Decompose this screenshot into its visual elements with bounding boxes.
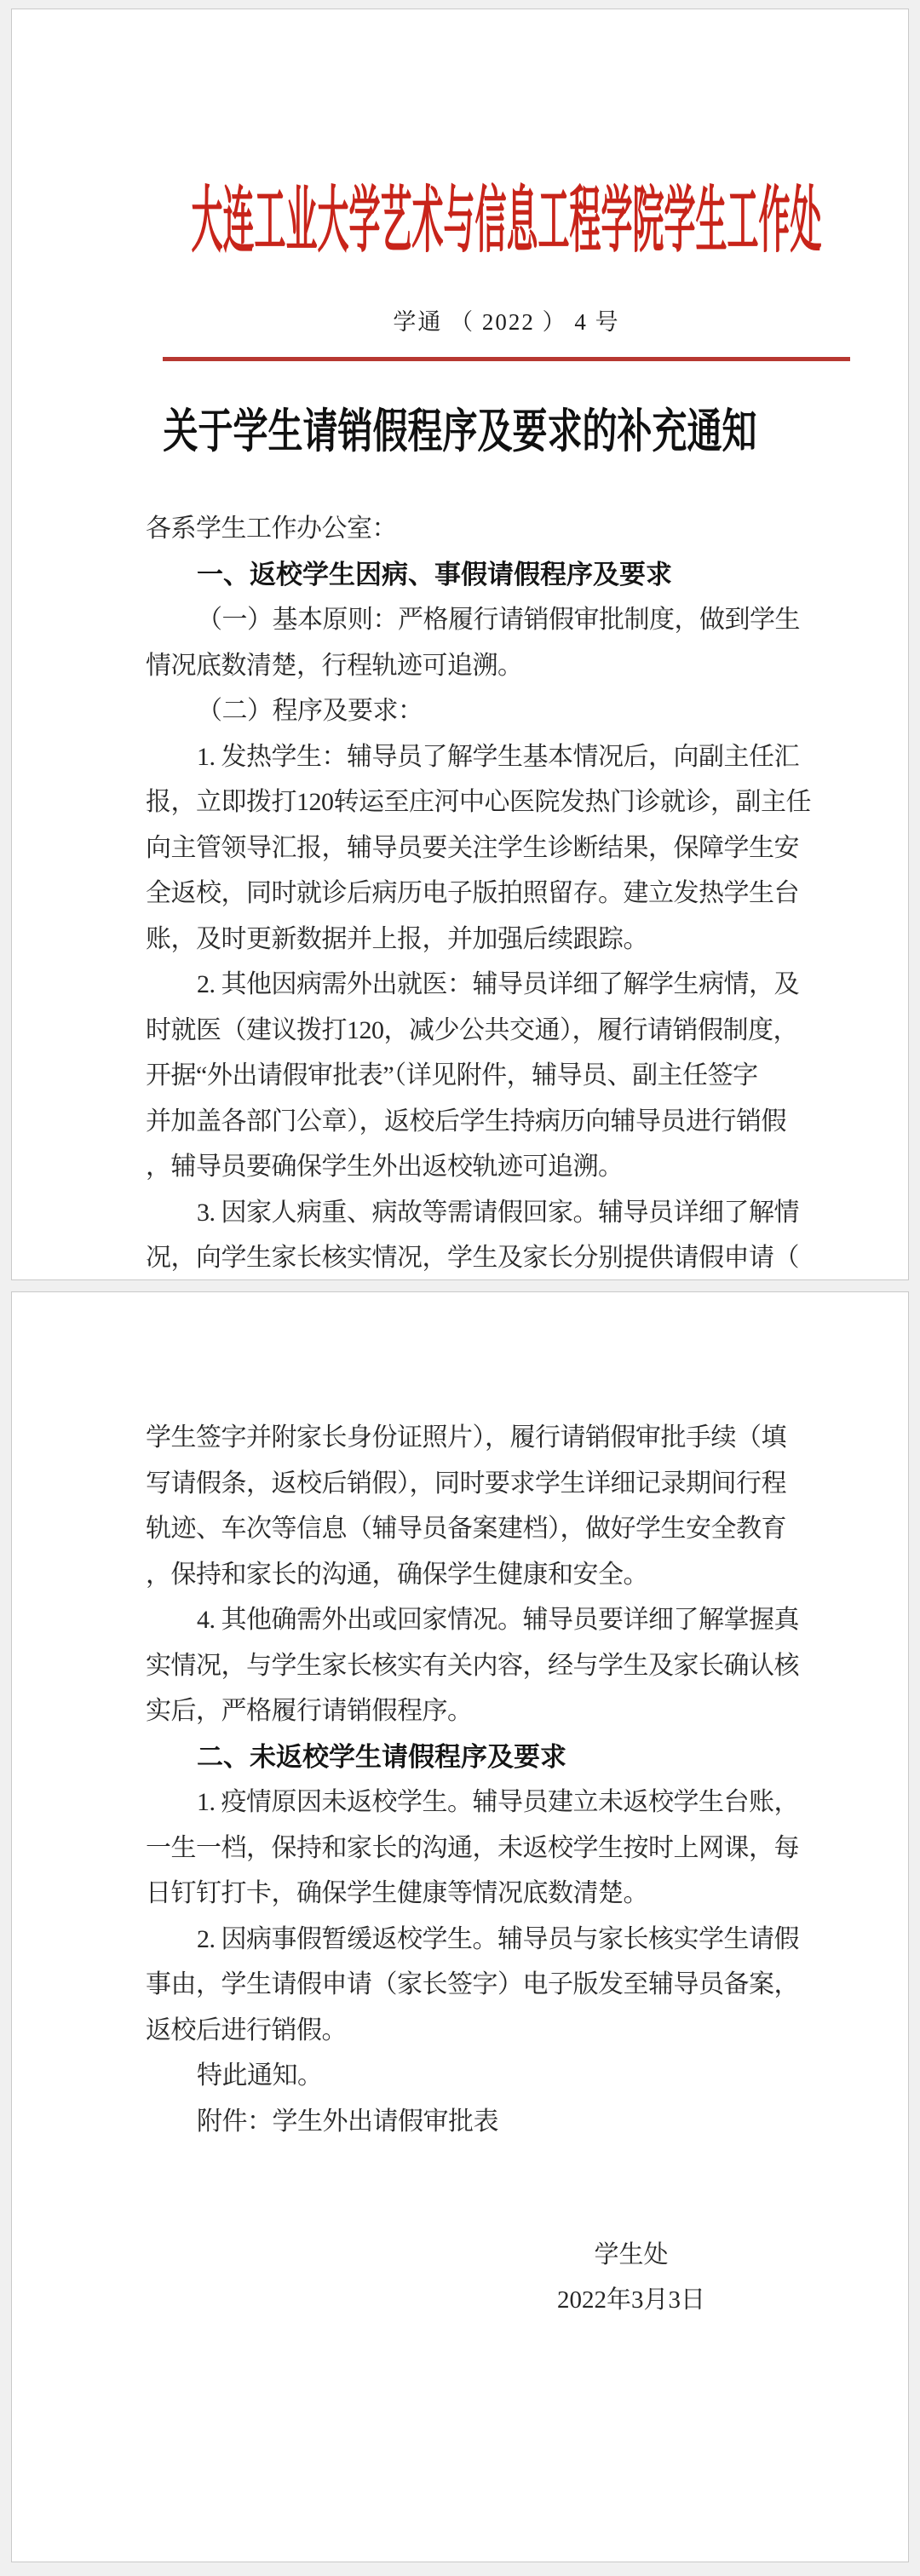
body-line: 实后，严格履行请销假程序。 <box>146 1697 473 1725</box>
signature-block <box>538 2233 725 2323</box>
body-line: 报，立即拨打120转运至庄河中心医院发热门诊就诊，副主任 <box>146 788 811 816</box>
body-line: 并加盖各部门公章），返校后学生持病历向辅导员进行销假 <box>146 1107 786 1136</box>
body-line: 特此通知。 <box>197 2061 323 2090</box>
body-line: 情况底数清楚，行程轨迹可追溯。 <box>146 651 523 680</box>
document-page-2 <box>11 1291 909 2562</box>
body-line: 2. 其他因病需外出就医：辅导员详细了解学生病情，及 <box>197 970 799 998</box>
body-line: 事由，学生请假申请（家长签字）电子版发至辅导员备案， <box>146 1970 799 1998</box>
body-line: 实情况，与学生家长核实有关内容，经与学生及家长确认核 <box>146 1651 799 1680</box>
body-line: 向主管领导汇报，辅导员要关注学生诊断结果，保障学生安 <box>146 833 799 862</box>
notice-title: 关于学生请销假程序及要求的补充通知 <box>163 404 757 457</box>
body-line: 返校后进行销假。 <box>146 2015 347 2044</box>
signature-org: 学生处 <box>594 2241 669 2268</box>
body-line: （二）程序及要求： <box>197 697 423 725</box>
body-line: 二、未返校学生请假程序及要求 <box>197 1741 566 1772</box>
document-number: 学通 （ 2022 ） 4 号 <box>393 309 620 335</box>
body-line: 写请假条，返校后销假），同时要求学生详细记录期间行程 <box>146 1469 786 1498</box>
body-line: ，保持和家长的沟通，确保学生健康和安全。 <box>146 1560 648 1589</box>
body-line: （一）基本原则：严格履行请销假审批制度，做到学生 <box>197 606 800 634</box>
body-line: 4. 其他确需外出或回家情况。辅导员要详细了解掌握真 <box>197 1606 799 1634</box>
body-line: ，辅导员要确保学生外出返校轨迹可追溯。 <box>146 1153 624 1181</box>
page2-lines <box>146 1415 827 2144</box>
body-line: 1. 疫情原因未返校学生。辅导员建立未返校学生台账， <box>197 1788 799 1816</box>
signature-date: 2022年3月3日 <box>556 2286 705 2314</box>
red-separator-line <box>163 357 850 361</box>
body-line: 时就医（建议拨打120，减少公共交通），履行请销假制度， <box>146 1015 798 1044</box>
body-line: 各系学生工作办公室： <box>146 515 397 543</box>
document-page-1 <box>11 9 909 1280</box>
body-line: 日钉钉打卡，确保学生健康等情况底数清楚。 <box>146 1879 648 1907</box>
body-line: 账，及时更新数据并上报，并加强后续跟踪。 <box>146 924 648 953</box>
body-line: 学生签字并附家长身份证照片），履行请销假审批手续（填 <box>146 1423 786 1452</box>
body-line: 1. 发热学生：辅导员了解学生基本情况后，向副主任汇 <box>197 742 799 771</box>
letterhead-org-name: 大连工业大学艺术与信息工程学院学生工作处 <box>191 182 822 263</box>
body-line: 全返校，同时就诊后病历电子版拍照留存。建立发热学生台 <box>146 879 799 907</box>
body-line: 轨迹、车次等信息（辅导员备案建档），做好学生安全教育 <box>146 1515 786 1543</box>
body-line: 附件：学生外出请假审批表 <box>197 2107 498 2136</box>
body-line: 一、返校学生因病、事假请假程序及要求 <box>197 559 672 589</box>
body-line: 开据“外出请假审批表”（详见附件，辅导员、副主任签字 <box>146 1061 758 1090</box>
body-line: 3. 因家人病重、病故等需请假回家。辅导员详细了解情 <box>197 1198 799 1227</box>
page1-body <box>146 506 827 1280</box>
body-line: 一生一档，保持和家长的沟通，未返校学生按时上网课，每 <box>146 1833 799 1862</box>
notice-title-row <box>12 380 908 474</box>
letterhead <box>163 170 850 263</box>
page2-body <box>146 1415 827 2323</box>
body-line: 况，向学生家长核实情况，学生及家长分别提供请假申请（ <box>146 1244 799 1272</box>
body-line: 2. 因病事假暂缓返校学生。辅导员与家长核实学生请假 <box>197 1924 799 1953</box>
